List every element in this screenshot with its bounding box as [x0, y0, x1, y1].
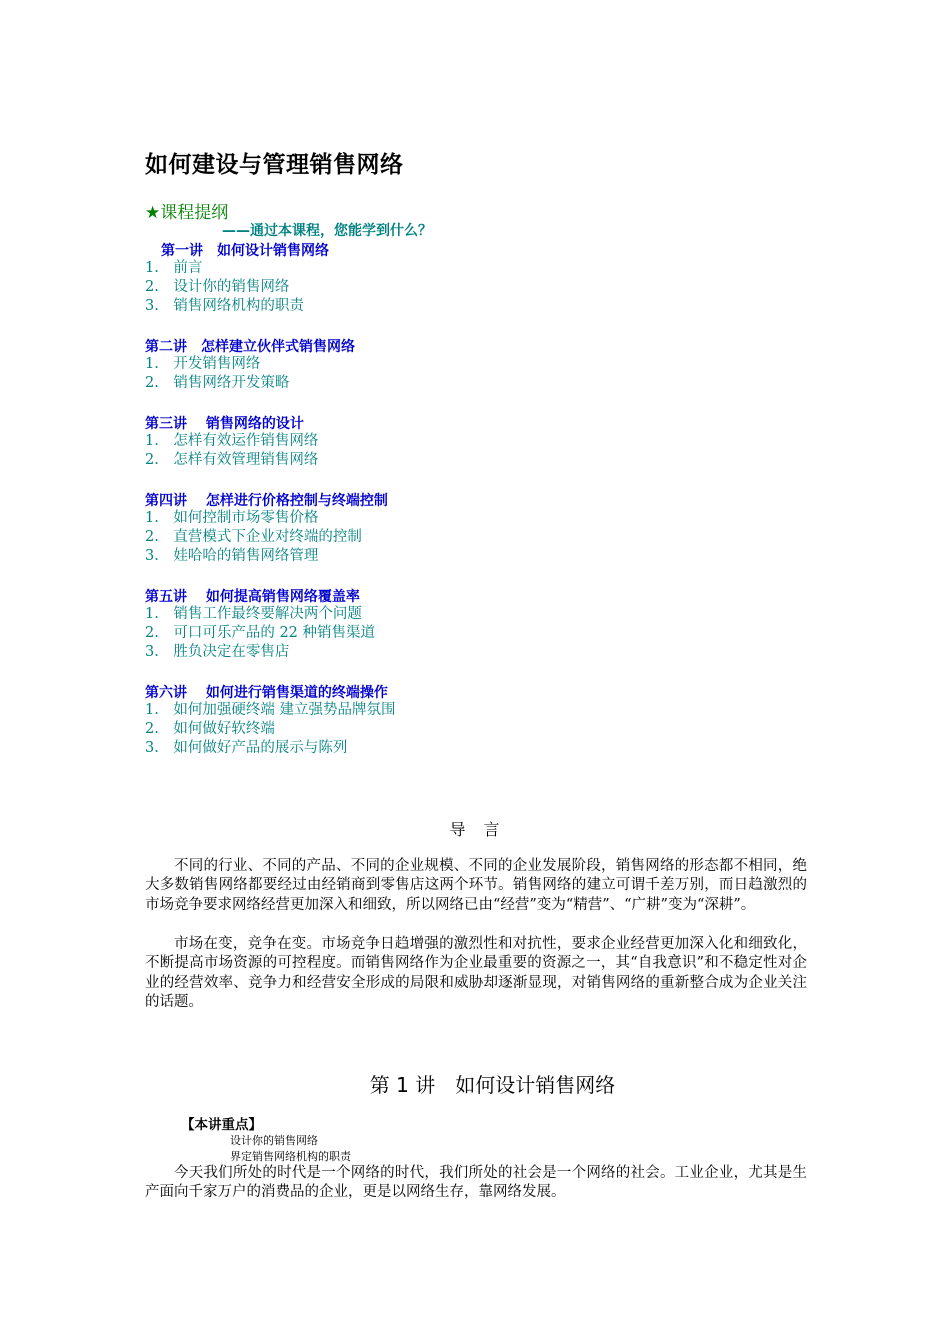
lecture-4-item: 3. 娃哈哈的销售网络管理 [145, 548, 319, 564]
lecture-title-1: 第一讲 如何设计销售网络 [161, 243, 329, 259]
lecture-6-item: 1. 如何加强硬终端 建立强势品牌氛围 [145, 702, 396, 718]
keypoints-label: 【本讲重点】 [181, 1117, 262, 1133]
intro-title: 导 言 [449, 820, 501, 839]
lecture-6-item: 2. 如何做好软终端 [145, 721, 275, 737]
lecture-1-heading: 第 1 讲 如何设计销售网络 [369, 1073, 616, 1097]
lecture-2-item: 1. 开发销售网络 [145, 356, 261, 372]
lecture-4-item: 1. 如何控制市场零售价格 [145, 510, 319, 526]
document-title: 如何建设与管理销售网络 [145, 152, 404, 178]
lecture-5-item: 1. 销售工作最终要解决两个问题 [145, 606, 362, 622]
outline-heading: ★课程提纲 [145, 203, 229, 223]
lecture-2-item: 2. 销售网络开发策略 [145, 375, 290, 391]
intro-paragraph-1: 不同的行业、不同的产品、不同的企业规模、不同的企业发展阶段，销售网络的形态都不相同，绝大多数销售网络都要经过由经销商到零售店这两个环节。销售网络的建立可谓千差万别，而日趋激烈的市场竞争要求网络经营更加深入和细致，所以网络已由“经营”变为“精营”、“广耕”变为“深耕”。 [145, 858, 807, 913]
lecture-5-item: 2. 可口可乐产品的 22 种销售渠道 [145, 625, 376, 641]
keypoint: 界定销售网络机构的职责 [230, 1150, 351, 1163]
lecture-6-item: 3. 如何做好产品的展示与陈列 [145, 740, 348, 756]
lecture-title-4: 第四讲 怎样进行价格控制与终端控制 [145, 493, 388, 509]
lecture-title-5: 第五讲 如何提高销售网络覆盖率 [145, 589, 360, 605]
lecture-5-item: 3. 胜负决定在零售店 [145, 644, 290, 660]
lecture-title-6: 第六讲 如何进行销售渠道的终端操作 [145, 685, 388, 701]
lecture-3-item: 2. 怎样有效管理销售网络 [145, 452, 319, 468]
lecture-4-item: 2. 直营模式下企业对终端的控制 [145, 529, 362, 545]
lecture-1-item: 3. 销售网络机构的职责 [145, 298, 304, 314]
outline-subtitle: ——通过本课程，您能学到什么？ [222, 223, 432, 239]
lecture-title-3: 第三讲 销售网络的设计 [145, 416, 304, 432]
lecture-1-item: 1. 前言 [145, 260, 203, 276]
intro-paragraph-2: 市场在变，竞争在变。市场竞争日趋增强的激烈性和对抗性，要求企业经营更加深入化和细致化，不断提高市场资源的可控程度。而销售网络作为企业最重要的资源之一，其“自我意识”和不稳定性对企业的经营效率、竞争力和经营安全形成的局限和威胁却逐渐显现，对销售网络的重新整合成为企业关注的话题。 [145, 936, 807, 1011]
lecture-1-paragraph: 今天我们所处的时代是一个网络的时代，我们所处的社会是一个网络的社会。工业企业，尤其是生产面向千家万户的消费品的企业，更是以网络生存，靠网络发展。 [145, 1165, 807, 1201]
lecture-1-item: 2. 设计你的销售网络 [145, 279, 290, 295]
lecture-3-item: 1. 怎样有效运作销售网络 [145, 433, 319, 449]
keypoint: 设计你的销售网络 [230, 1134, 318, 1147]
lecture-title-2: 第二讲 怎样建立伙伴式销售网络 [145, 339, 355, 355]
